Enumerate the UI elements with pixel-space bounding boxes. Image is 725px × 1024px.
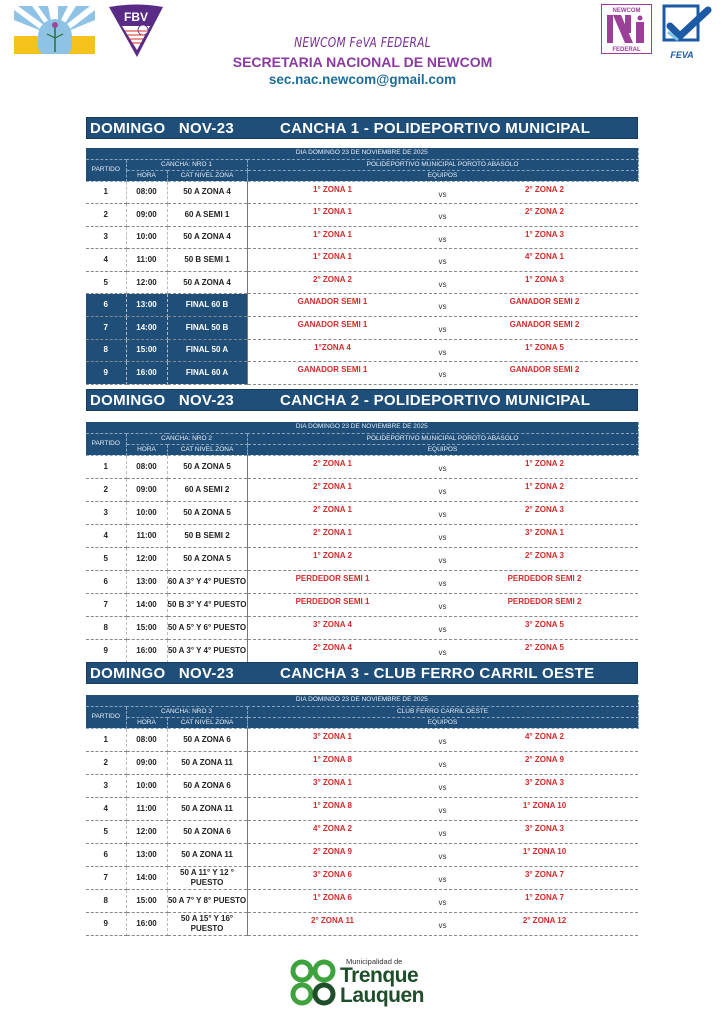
match-category: 50 A ZONA 5 (167, 455, 247, 478)
team-home: 1°ZONA 4 (314, 342, 351, 352)
team-away: 1° ZONA 10 (522, 846, 567, 856)
col-cat: CAT NIVEL ZONA (167, 444, 247, 455)
court-section-1 (86, 117, 638, 139)
match-teams (247, 889, 638, 912)
match-teams (247, 866, 638, 889)
match-number: 3 (86, 226, 126, 249)
match-teams (247, 294, 638, 317)
team-away: 2° ZONA 5 (525, 642, 564, 652)
venue-name: POLIDEPORTIVO MUNICIPAL POROTO ABASOLO (247, 159, 638, 170)
section-date: DOMINGO NOV-23 (90, 664, 234, 682)
match-time: 08:00 (126, 728, 167, 751)
col-equipos: EQUIPOS (247, 170, 638, 181)
cancha-label: CANCHA: NRO 2 (126, 433, 247, 444)
match-row[interactable] (86, 204, 638, 227)
match-row[interactable] (86, 455, 638, 478)
match-time: 14:00 (126, 317, 167, 340)
section-title-bar (86, 389, 638, 411)
match-number: 5 (86, 547, 126, 570)
match-number: 1 (86, 181, 126, 204)
team-home: 1° ZONA 1 (313, 184, 352, 194)
match-category: 50 A ZONA 4 (167, 181, 247, 204)
match-category: 60 A 3° Y 4° PUESTO (167, 570, 247, 593)
match-number: 7 (86, 593, 126, 616)
match-category: 50 A ZONA 11 (167, 797, 247, 820)
match-row[interactable] (86, 889, 638, 912)
match-number: 7 (86, 317, 126, 340)
team-home: 2° ZONA 1 (313, 481, 352, 491)
team-away: 1° ZONA 2 (525, 458, 564, 468)
team-home: 3° ZONA 1 (313, 777, 352, 787)
versus-label: vs (438, 509, 447, 519)
team-home: 2° ZONA 2 (313, 274, 352, 284)
match-teams (247, 478, 638, 501)
team-away: 3° ZONA 7 (525, 869, 564, 879)
team-away: 4° ZONA 1 (525, 252, 564, 262)
match-teams (247, 593, 638, 616)
versus-label: vs (438, 325, 447, 335)
match-category: 50 A 15° Y 16° PUESTO (167, 912, 247, 935)
match-number: 1 (86, 455, 126, 478)
match-row[interactable] (86, 226, 638, 249)
match-teams (247, 616, 638, 639)
versus-label: vs (438, 828, 447, 838)
match-number: 8 (86, 616, 126, 639)
match-number: 8 (86, 889, 126, 912)
match-time: 11:00 (126, 249, 167, 272)
team-home: 3° ZONA 4 (313, 619, 352, 629)
match-row[interactable] (86, 751, 638, 774)
section-date: DOMINGO NOV-23 (90, 391, 234, 409)
match-teams (247, 547, 638, 570)
day-header-row (86, 695, 638, 706)
team-home: 1° ZONA 1 (313, 207, 352, 217)
match-category: 50 A ZONA 4 (167, 271, 247, 294)
match-time: 09:00 (126, 204, 167, 227)
match-teams (247, 843, 638, 866)
team-home: GANADOR SEMI 1 (297, 320, 368, 330)
match-category: 50 A ZONA 11 (167, 843, 247, 866)
match-teams (247, 249, 638, 272)
day-line: DIA DOMINGO 23 DE NOVIEMBRE DE 2025 (86, 695, 638, 706)
match-category: 50 B SEMI 2 (167, 524, 247, 547)
section-court: CANCHA 3 - CLUB FERRO CARRIL OESTE (280, 664, 595, 682)
team-away: GANADOR SEMI 2 (509, 320, 580, 330)
team-home: 2° ZONA 4 (313, 642, 352, 652)
team-home: 1° ZONA 1 (313, 229, 352, 239)
match-teams (247, 226, 638, 249)
team-away: 3° ZONA 1 (525, 527, 564, 537)
city-line-2: Lauquen (340, 984, 424, 1007)
versus-label: vs (438, 851, 447, 861)
col-cat: CAT NIVEL ZONA (167, 717, 247, 728)
team-home: 3° ZONA 6 (313, 869, 352, 879)
match-teams (247, 501, 638, 524)
match-number: 9 (86, 639, 126, 662)
day-header-row (86, 422, 638, 433)
team-home: 3° ZONA 1 (313, 731, 352, 741)
match-row[interactable] (86, 639, 638, 662)
match-category: 60 A SEMI 2 (167, 478, 247, 501)
match-row[interactable] (86, 181, 638, 204)
team-away: 1° ZONA 3 (525, 274, 564, 284)
section-title-bar (86, 117, 638, 139)
match-number: 4 (86, 797, 126, 820)
match-row[interactable] (86, 912, 638, 935)
day-header-row (86, 148, 638, 159)
match-time: 15:00 (126, 339, 167, 362)
versus-label: vs (438, 347, 447, 357)
match-category: 50 B 3° Y 4° PUESTO (167, 593, 247, 616)
match-category: 50 A ZONA 6 (167, 728, 247, 751)
col-equipos: EQUIPOS (247, 444, 638, 455)
match-teams (247, 317, 638, 340)
team-home: 1° ZONA 8 (313, 800, 352, 810)
team-home: GANADOR SEMI 1 (297, 365, 368, 375)
team-away: 3° ZONA 3 (525, 777, 564, 787)
match-number: 2 (86, 204, 126, 227)
match-category: 50 A ZONA 11 (167, 751, 247, 774)
col-partido: PARTIDO (86, 159, 126, 181)
col-partido: PARTIDO (86, 706, 126, 728)
match-time: 16:00 (126, 639, 167, 662)
team-home: PERDEDOR SEMI 1 (295, 573, 370, 583)
match-number: 7 (86, 866, 126, 889)
match-row[interactable] (86, 843, 638, 866)
versus-label: vs (438, 189, 447, 199)
match-number: 5 (86, 271, 126, 294)
versus-label: vs (438, 257, 447, 267)
match-time: 12:00 (126, 547, 167, 570)
match-row[interactable] (86, 797, 638, 820)
team-home: 2° ZONA 1 (313, 504, 352, 514)
match-row[interactable] (86, 339, 638, 362)
match-category: 50 A ZONA 5 (167, 501, 247, 524)
match-row[interactable] (86, 362, 638, 385)
section-date: DOMINGO NOV-23 (90, 119, 234, 137)
team-away: 2° ZONA 2 (525, 207, 564, 217)
match-time: 14:00 (126, 866, 167, 889)
match-time: 12:00 (126, 271, 167, 294)
match-time: 09:00 (126, 478, 167, 501)
match-time: 14:00 (126, 593, 167, 616)
match-number: 1 (86, 728, 126, 751)
versus-label: vs (438, 532, 447, 542)
team-away: 1° ZONA 3 (525, 229, 564, 239)
col-equipos: EQUIPOS (247, 717, 638, 728)
municipalidad-logo (288, 955, 440, 1011)
versus-label: vs (438, 234, 447, 244)
match-teams (247, 524, 638, 547)
match-row[interactable] (86, 501, 638, 524)
match-row[interactable] (86, 866, 638, 889)
section-court: CANCHA 2 - POLIDEPORTIVO MUNICIPAL (280, 391, 591, 409)
versus-label: vs (438, 486, 447, 496)
match-number: 2 (86, 751, 126, 774)
match-category: 50 A ZONA 4 (167, 226, 247, 249)
brand-line: NEWCOM FeVA FEDERAL (294, 36, 431, 51)
match-teams (247, 751, 638, 774)
match-category: 60 A SEMI 1 (167, 204, 247, 227)
section-title-bar (86, 662, 638, 684)
versus-label: vs (438, 647, 447, 657)
match-category: 50 A ZONA 5 (167, 547, 247, 570)
secretaria-title: SECRETARIA NACIONAL DE NEWCOM (232, 54, 493, 70)
match-row[interactable] (86, 728, 638, 751)
team-away: 1° ZONA 7 (525, 892, 564, 902)
match-time: 10:00 (126, 226, 167, 249)
match-number: 4 (86, 524, 126, 547)
team-away: GANADOR SEMI 2 (509, 297, 580, 307)
match-number: 2 (86, 478, 126, 501)
newcom-logo-bottom: FEDERAL (612, 47, 641, 53)
team-away: PERDEDOR SEMI 2 (507, 596, 582, 606)
column-header-row (86, 170, 638, 181)
match-category: FINAL 60 B (167, 294, 247, 317)
team-away: 1° ZONA 10 (522, 800, 567, 810)
match-number: 9 (86, 362, 126, 385)
versus-label: vs (438, 302, 447, 312)
match-number: 4 (86, 249, 126, 272)
match-number: 6 (86, 843, 126, 866)
col-hora: HORA (126, 717, 167, 728)
match-time: 11:00 (126, 797, 167, 820)
match-row[interactable] (86, 593, 638, 616)
newcom-logo-top: NEWCOM (612, 8, 641, 14)
city-name (340, 966, 424, 1006)
team-away: 2° ZONA 12 (522, 915, 567, 925)
match-category: 50 A ZONA 6 (167, 820, 247, 843)
versus-label: vs (438, 759, 447, 769)
section-court: CANCHA 1 - POLIDEPORTIVO MUNICIPAL (280, 119, 591, 137)
match-teams (247, 204, 638, 227)
team-home: PERDEDOR SEMI 1 (295, 596, 370, 606)
match-teams (247, 639, 638, 662)
municipalidad-label: Municipalidad de (346, 957, 403, 966)
col-hora: HORA (126, 444, 167, 455)
match-row[interactable] (86, 271, 638, 294)
match-number: 3 (86, 774, 126, 797)
match-category: FINAL 60 A (167, 362, 247, 385)
match-row[interactable] (86, 524, 638, 547)
match-teams (247, 455, 638, 478)
cancha-label: CANCHA: NRO 1 (126, 159, 247, 170)
versus-label: vs (438, 874, 447, 884)
court-section-2 (86, 389, 638, 411)
match-row[interactable] (86, 774, 638, 797)
schedule-table (86, 148, 639, 385)
team-away: 2° ZONA 3 (525, 504, 564, 514)
match-time: 10:00 (126, 774, 167, 797)
day-line: DIA DOMINGO 23 DE NOVIEMBRE DE 2025 (86, 148, 638, 159)
team-away: 2° ZONA 9 (525, 754, 564, 764)
versus-label: vs (438, 601, 447, 611)
feva-logo-text: FEVA (670, 50, 694, 60)
versus-label: vs (438, 624, 447, 634)
match-teams (247, 181, 638, 204)
team-home: 2° ZONA 1 (313, 527, 352, 537)
venue-header-row (86, 706, 638, 717)
versus-label: vs (438, 805, 447, 815)
match-row[interactable] (86, 570, 638, 593)
venue-name: CLUB FERRO CARRIL OESTE (247, 706, 638, 717)
team-away: 3° ZONA 5 (525, 619, 564, 629)
match-number: 3 (86, 501, 126, 524)
team-home: 4° ZONA 2 (313, 823, 352, 833)
court-section-3 (86, 662, 638, 684)
match-time: 09:00 (126, 751, 167, 774)
versus-label: vs (438, 279, 447, 289)
contact-email[interactable]: sec.nac.newcom@gmail.com (268, 72, 457, 87)
match-row[interactable] (86, 249, 638, 272)
match-time: 11:00 (126, 524, 167, 547)
team-away: 3° ZONA 3 (525, 823, 564, 833)
versus-label: vs (438, 736, 447, 746)
city-line-1: Trenque (340, 964, 419, 987)
match-number: 9 (86, 912, 126, 935)
match-row[interactable] (86, 294, 638, 317)
match-number: 5 (86, 820, 126, 843)
match-teams (247, 728, 638, 751)
match-time: 13:00 (126, 570, 167, 593)
team-home: GANADOR SEMI 1 (297, 297, 368, 307)
match-time: 15:00 (126, 889, 167, 912)
match-teams (247, 271, 638, 294)
team-home: 1° ZONA 6 (313, 892, 352, 902)
match-category: FINAL 50 B (167, 317, 247, 340)
match-time: 08:00 (126, 181, 167, 204)
versus-label: vs (438, 578, 447, 588)
team-away: 4° ZONA 2 (525, 731, 564, 741)
venue-header-row (86, 433, 638, 444)
match-teams (247, 362, 638, 385)
versus-label: vs (438, 920, 447, 930)
match-row[interactable] (86, 478, 638, 501)
versus-label: vs (438, 782, 447, 792)
match-time: 16:00 (126, 912, 167, 935)
match-teams (247, 774, 638, 797)
team-home: 1° ZONA 8 (313, 754, 352, 764)
match-time: 15:00 (126, 616, 167, 639)
venue-name: POLIDEPORTIVO MUNICIPAL POROTO ABASOLO (247, 433, 638, 444)
match-category: 50 B SEMI 1 (167, 249, 247, 272)
schedule-table (86, 422, 639, 663)
team-home: 2° ZONA 1 (313, 458, 352, 468)
versus-label: vs (438, 555, 447, 565)
team-away: GANADOR SEMI 2 (509, 365, 580, 375)
match-time: 13:00 (126, 294, 167, 317)
col-partido: PARTIDO (86, 433, 126, 455)
cancha-label: CANCHA: NRO 3 (126, 706, 247, 717)
match-category: 50 A 5° Y 6° PUESTO (167, 616, 247, 639)
match-category: 50 A ZONA 6 (167, 774, 247, 797)
team-home: 2° ZONA 9 (313, 846, 352, 856)
schedule-table (86, 695, 639, 936)
match-time: 12:00 (126, 820, 167, 843)
match-time: 16:00 (126, 362, 167, 385)
team-away: 1° ZONA 5 (525, 342, 564, 352)
match-teams (247, 912, 638, 935)
match-category: 50 A 7° Y 8° PUESTO (167, 889, 247, 912)
match-category: FINAL 50 A (167, 339, 247, 362)
venue-header-row (86, 159, 638, 170)
match-row[interactable] (86, 616, 638, 639)
versus-label: vs (438, 463, 447, 473)
team-away: 2° ZONA 3 (525, 550, 564, 560)
fbv-logo-text: FBV (124, 10, 148, 24)
day-line: DIA DOMINGO 23 DE NOVIEMBRE DE 2025 (86, 422, 638, 433)
column-header-row (86, 717, 638, 728)
match-teams (247, 339, 638, 362)
recycle-circles-icon (288, 957, 340, 1009)
match-row[interactable] (86, 547, 638, 570)
match-category: 50 A 11° Y 12 ° PUESTO (167, 866, 247, 889)
team-home: 1° ZONA 1 (313, 252, 352, 262)
col-cat: CAT NIVEL ZONA (167, 170, 247, 181)
match-number: 6 (86, 294, 126, 317)
versus-label: vs (438, 370, 447, 380)
versus-label: vs (438, 897, 447, 907)
match-teams (247, 820, 638, 843)
column-header-row (86, 444, 638, 455)
team-away: 1° ZONA 2 (525, 481, 564, 491)
team-home: 1° ZONA 2 (313, 550, 352, 560)
team-away: PERDEDOR SEMI 2 (507, 573, 582, 583)
match-number: 8 (86, 339, 126, 362)
match-row[interactable] (86, 820, 638, 843)
match-category: 50 A 3° Y 4° PUESTO (167, 639, 247, 662)
col-hora: HORA (126, 170, 167, 181)
match-time: 08:00 (126, 455, 167, 478)
match-time: 13:00 (126, 843, 167, 866)
match-number: 6 (86, 570, 126, 593)
team-home: 2° ZONA 11 (311, 915, 354, 925)
match-row[interactable] (86, 317, 638, 340)
match-teams (247, 797, 638, 820)
match-time: 10:00 (126, 501, 167, 524)
versus-label: vs (438, 212, 447, 222)
match-teams (247, 570, 638, 593)
team-away: 2° ZONA 2 (525, 184, 564, 194)
